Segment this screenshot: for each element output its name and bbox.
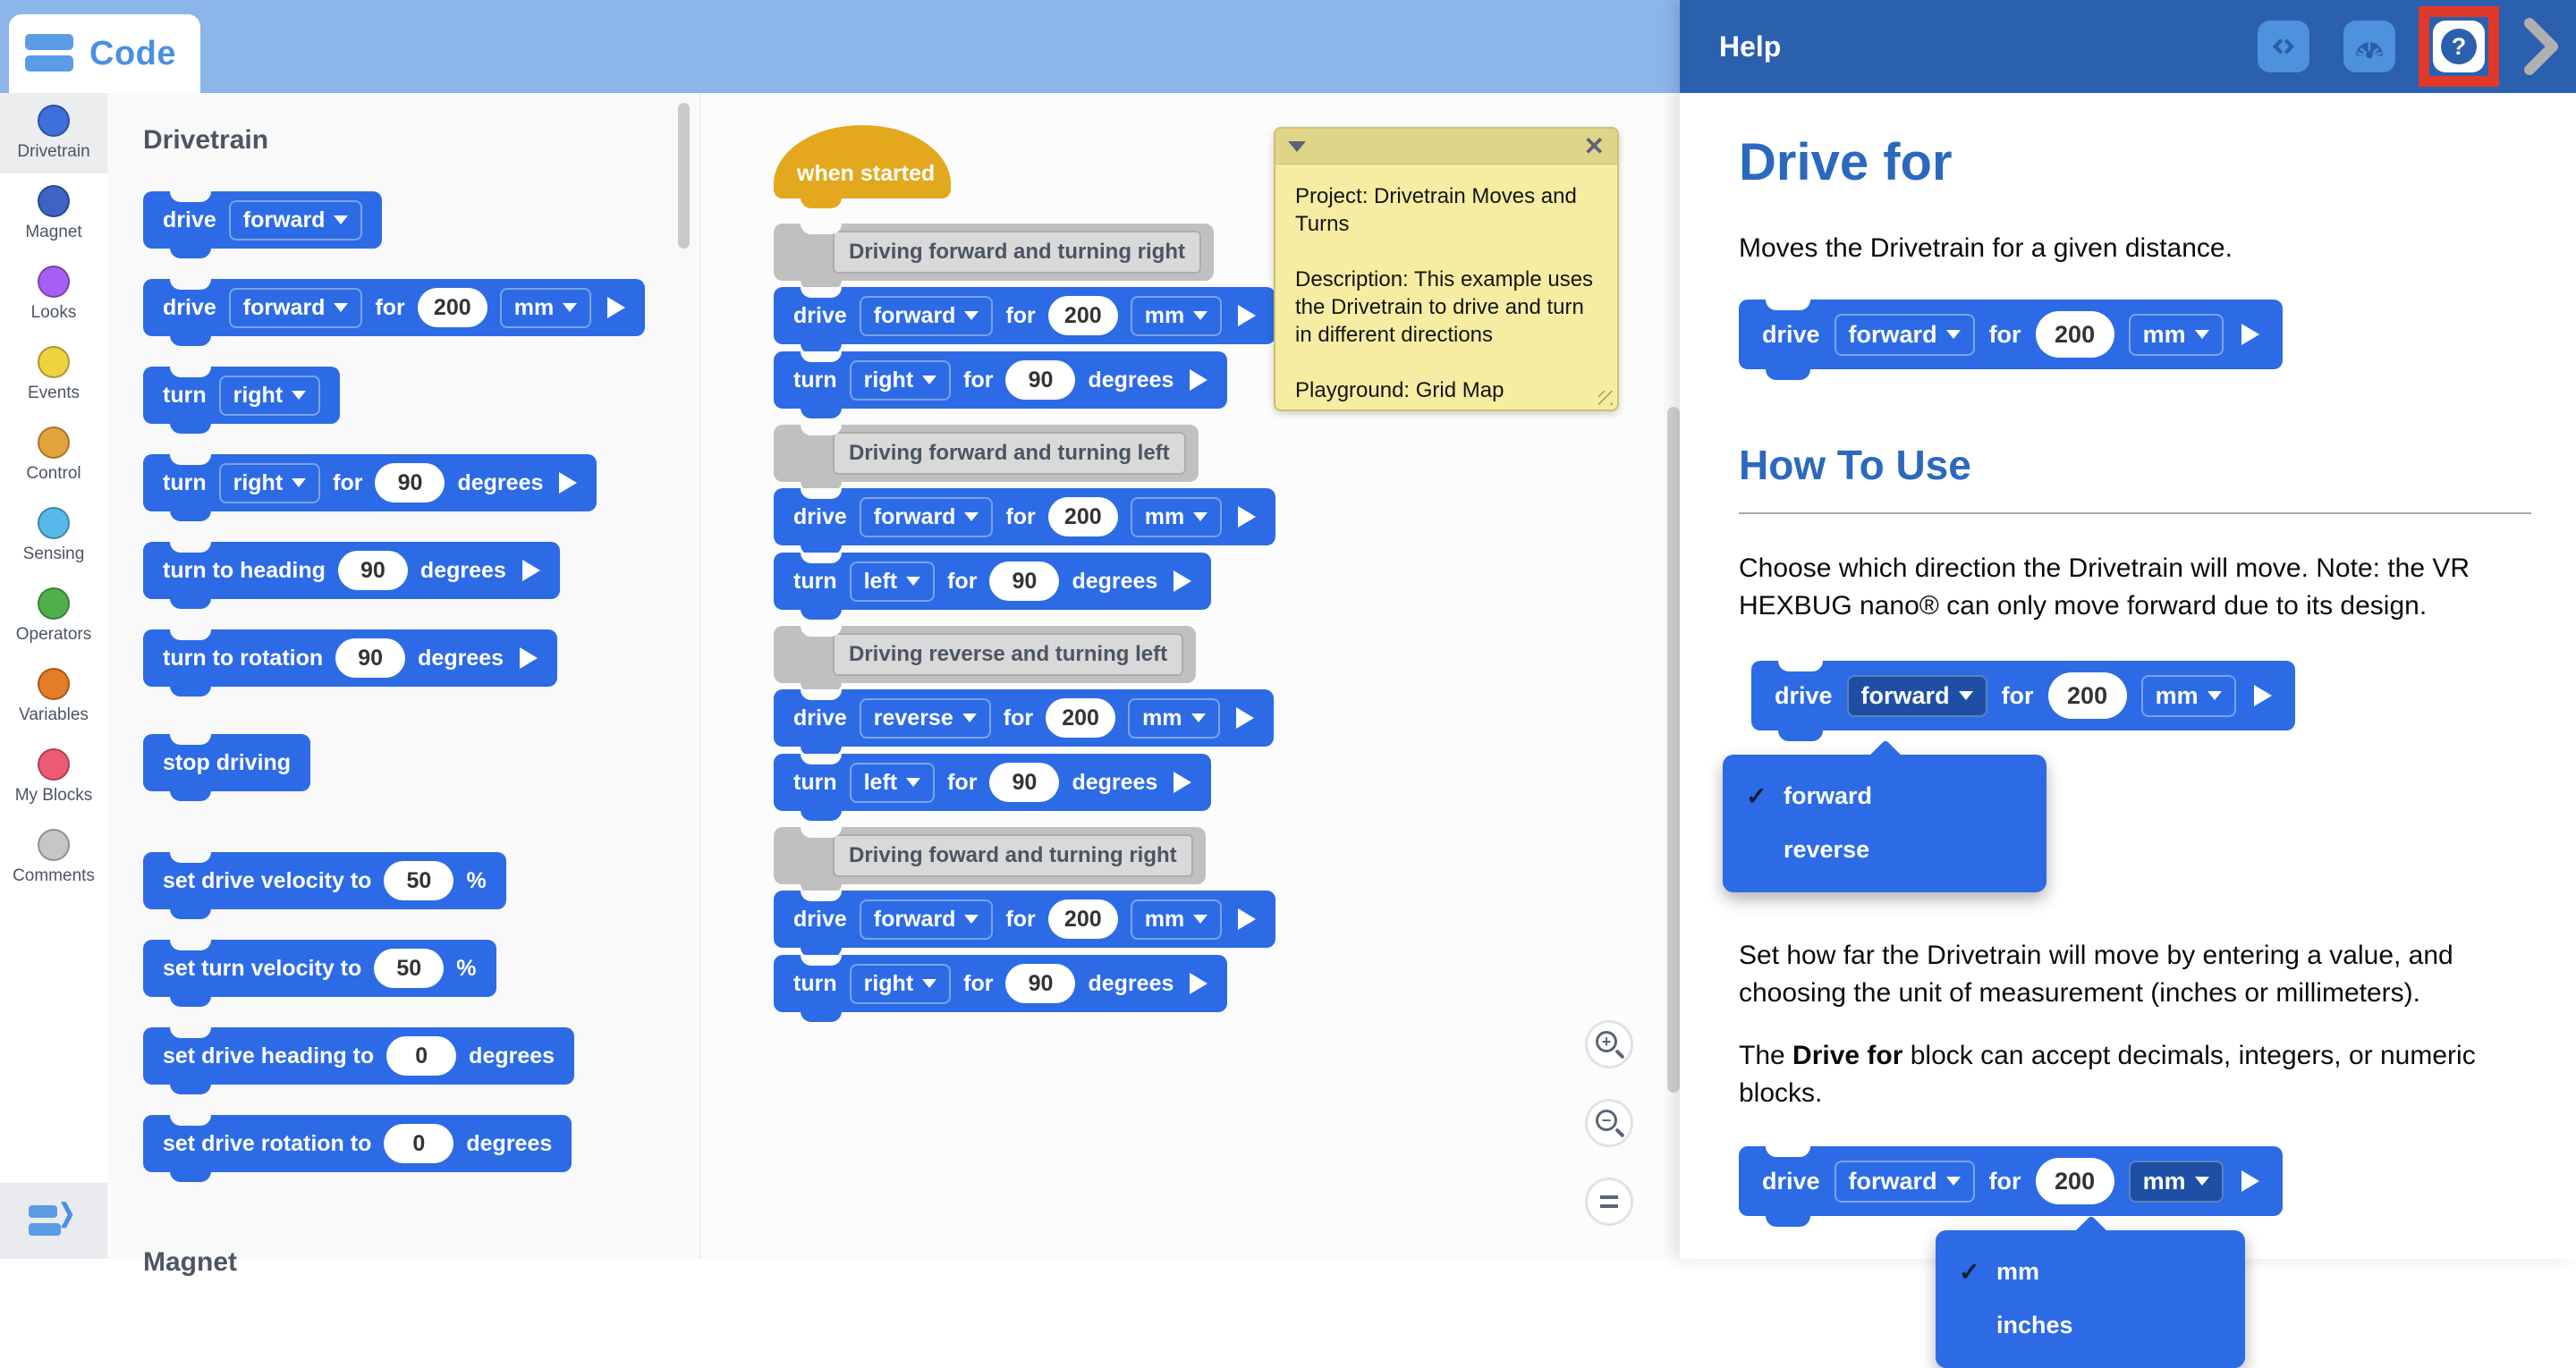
code-viewer-button[interactable]	[2258, 21, 2309, 72]
block-label: for	[963, 970, 994, 996]
palette-row	[143, 1115, 699, 1203]
run-arrow-icon[interactable]	[522, 560, 540, 581]
block-label: for	[2001, 681, 2034, 709]
dropdown-value: mm	[2155, 681, 2199, 709]
menu-item-label: mm	[1996, 1257, 2040, 1285]
help-example-block[interactable]	[1739, 1146, 2283, 1216]
palette-block[interactable]	[143, 1027, 574, 1085]
note-body	[1275, 165, 1617, 422]
dropdown-field-forward[interactable]	[860, 899, 994, 940]
dropdown-value: mm	[1144, 302, 1185, 328]
category-dot-icon	[38, 266, 70, 298]
block-label: drive	[163, 294, 216, 320]
palette-section-title: Drivetrain	[143, 125, 269, 155]
block-label: drive	[793, 705, 847, 730]
block-label: drive	[793, 503, 847, 529]
dropdown-value: mm	[1144, 503, 1185, 529]
article-intro: Moves the Drivetrain for a given distance.	[1739, 233, 2233, 263]
block-label: turn	[793, 970, 837, 996]
note-close-icon[interactable]: ✕	[1583, 131, 1605, 160]
number-input[interactable]: 200	[1048, 296, 1118, 335]
palette-block[interactable]	[143, 1115, 572, 1172]
block-label: degrees	[1088, 970, 1174, 996]
dropdown-value: forward	[1860, 681, 1950, 709]
palette-row	[143, 191, 699, 279]
chevron-down-icon	[2195, 330, 2209, 339]
block-label: for	[1988, 1167, 2021, 1195]
direction-paragraph: Choose which direction the Drivetrain will move. Note: the VR HEXBUG nano® can only move forward due to its design.	[1739, 553, 2470, 621]
chevron-right-icon	[2521, 18, 2560, 75]
block-label: degrees	[418, 645, 504, 671]
run-arrow-icon[interactable]	[1238, 305, 1256, 326]
block-label: drive	[1775, 681, 1833, 709]
block-label: degrees	[457, 469, 544, 495]
chevron-down-icon	[922, 376, 936, 384]
sidebar-item-label: My Blocks	[14, 786, 93, 805]
block-label: drive	[1762, 320, 1820, 348]
run-arrow-icon[interactable]	[1174, 570, 1191, 592]
dropdown-field-right[interactable]	[219, 376, 321, 416]
dropdown-value: mm	[2142, 1167, 2186, 1195]
category-dot-icon	[38, 587, 70, 620]
chevron-down-icon	[292, 391, 306, 400]
help-panel-title: Help	[1719, 30, 1782, 63]
dropdown-field-mm[interactable]	[2129, 314, 2224, 356]
number-input[interactable]: 90	[375, 463, 445, 502]
block-label: set turn velocity to	[163, 955, 362, 981]
chevron-down-icon	[1193, 512, 1208, 521]
chevron-down-icon	[2195, 1177, 2209, 1186]
chevron-down-icon	[964, 915, 979, 924]
dropdown-value: forward	[873, 302, 956, 328]
number-input[interactable]: 200	[418, 288, 487, 327]
category-dot-icon	[38, 668, 70, 700]
question-mark-icon: ?	[2441, 29, 2477, 64]
palette-row	[143, 279, 699, 367]
category-dot-icon	[38, 748, 70, 781]
chevron-down-icon	[1946, 1177, 1961, 1186]
block-palette	[107, 93, 699, 1277]
block-label: drive	[793, 302, 847, 328]
code-brackets-icon	[2267, 30, 2300, 63]
menu-item-forward[interactable]	[1723, 769, 2046, 823]
block-label: turn to rotation	[163, 645, 324, 671]
category-list	[0, 93, 107, 898]
chevron-down-icon	[906, 577, 920, 586]
stack-block[interactable]	[774, 689, 1274, 747]
comment-text: Driving forward and turning right	[833, 231, 1201, 274]
checkmark-icon: ✓	[1746, 781, 1767, 810]
palette-next-section-title: Magnet	[143, 1247, 237, 1277]
comment-block[interactable]	[774, 626, 1196, 683]
block-label: turn	[163, 382, 207, 408]
note-collapse-icon[interactable]	[1288, 141, 1306, 152]
sidebar-item-label: Drivetrain	[17, 142, 90, 161]
palette-row	[143, 852, 699, 940]
block-label: set drive velocity to	[163, 867, 372, 893]
menu-item-label: reverse	[1784, 835, 1870, 863]
sidebar-item-events[interactable]	[0, 334, 107, 415]
palette-block[interactable]	[143, 367, 340, 424]
number-input[interactable]: 90	[989, 562, 1059, 601]
chevron-down-icon	[292, 478, 306, 487]
zoom-reset-button[interactable]	[1585, 1178, 1633, 1226]
category-dot-icon	[38, 507, 70, 539]
palette-row	[143, 542, 699, 629]
comment-block[interactable]	[774, 224, 1214, 281]
block-label: degrees	[1072, 568, 1158, 594]
chevron-down-icon	[2207, 691, 2222, 700]
help-panel-header	[1680, 0, 2576, 93]
number-input[interactable]: 200	[1046, 698, 1115, 738]
dropdown-field-forward[interactable]	[1835, 1161, 1975, 1203]
how-to-use-heading: How To Use	[1739, 442, 1971, 488]
palette-block[interactable]	[143, 734, 310, 791]
sidebar-item-comments[interactable]	[0, 817, 107, 898]
run-arrow-icon[interactable]	[2254, 685, 2272, 706]
dropdown-field-left[interactable]	[850, 562, 936, 602]
number-input[interactable]: 0	[384, 1124, 453, 1163]
run-arrow-icon[interactable]	[1174, 772, 1191, 793]
help-article	[1680, 93, 2576, 1368]
menu-item-reverse[interactable]	[1723, 823, 2046, 876]
block-label: for	[947, 568, 978, 594]
sidebar-item-label: Variables	[19, 705, 89, 724]
run-arrow-icon[interactable]	[607, 297, 625, 318]
palette-row	[143, 629, 699, 717]
chevron-down-icon	[1946, 330, 1961, 339]
block-label: for	[1003, 705, 1034, 730]
sidebar-item-sensing[interactable]	[0, 495, 107, 576]
dropdown-field-mm[interactable]	[1131, 497, 1222, 537]
project-note[interactable]	[1274, 127, 1619, 411]
dropdown-field-reverse[interactable]	[860, 698, 991, 739]
zoom-in-button[interactable]	[1585, 1020, 1633, 1068]
category-dot-icon	[38, 426, 70, 459]
sidebar-item-label: Operators	[15, 625, 92, 644]
direction-dropdown-menu	[1723, 755, 2046, 892]
chevron-down-icon	[964, 512, 979, 521]
zoom-in-icon: +	[1596, 1031, 1623, 1058]
help-button-highlight	[2419, 6, 2499, 87]
palette-row	[143, 1027, 699, 1115]
blocks-collapse-icon: ❯	[29, 1203, 79, 1239]
canvas-scrollbar[interactable]	[1667, 407, 1680, 1093]
block-label: turn	[793, 568, 837, 594]
code-tab[interactable]	[9, 14, 200, 93]
run-arrow-icon[interactable]	[1238, 506, 1256, 528]
block-label: degrees	[419, 557, 506, 583]
dropdown-field-right[interactable]	[850, 360, 952, 401]
menu2-items	[1936, 1245, 2245, 1352]
dropdown-field-right[interactable]	[850, 964, 952, 1004]
dropdown-field-mm[interactable]	[1131, 899, 1222, 940]
article-title: Drive for	[1739, 133, 1953, 191]
comment-text: Driving foward and turning right	[833, 834, 1193, 877]
sidebar-item-operators[interactable]	[0, 576, 107, 656]
dropdown-field-forward[interactable]	[860, 296, 994, 336]
block-label: degrees	[1088, 367, 1174, 393]
dropdown-value: left	[863, 568, 898, 594]
palette-block[interactable]	[143, 279, 645, 336]
run-arrow-icon[interactable]	[1190, 369, 1208, 391]
distance-paragraph: Set how far the Drivetrain will move by entering a value, and choosing the unit of measurement (inches or millimeters).	[1739, 941, 2453, 1008]
comment-text: Driving reverse and turning left	[833, 633, 1183, 676]
chevron-down-icon	[1959, 691, 1973, 700]
number-input[interactable]: 50	[384, 861, 453, 900]
workspace-canvas[interactable]	[699, 93, 1680, 1259]
block-label: turn	[793, 367, 837, 393]
block-label: for	[333, 469, 363, 495]
number-input[interactable]: 90	[338, 551, 408, 590]
block-label: degrees	[469, 1043, 555, 1068]
number-input[interactable]: 200	[2036, 311, 2114, 358]
dropdown-value: forward	[242, 294, 326, 320]
number-input[interactable]: 90	[1005, 964, 1075, 1003]
checkmark-icon: ✓	[1959, 1257, 1980, 1286]
block-label: turn to heading	[163, 557, 326, 583]
palette-block[interactable]	[143, 542, 560, 599]
stack-block[interactable]	[774, 553, 1211, 610]
block-label: set drive rotation to	[163, 1130, 372, 1156]
menu-item-label: inches	[1996, 1311, 2073, 1338]
number-input[interactable]: 200	[1048, 899, 1118, 939]
block-label: for	[1005, 302, 1036, 328]
block-label: drive	[1762, 1167, 1820, 1195]
zoom-reset-icon	[1600, 1195, 1618, 1208]
dropdown-value: mm	[513, 294, 555, 320]
section-divider	[1739, 512, 2531, 514]
stack-block[interactable]	[774, 891, 1275, 948]
blocks-logo-icon	[25, 34, 75, 73]
number-input[interactable]: 90	[1005, 360, 1075, 400]
stack-block[interactable]	[774, 754, 1211, 811]
palette-row	[143, 367, 699, 454]
sidebar-item-drivetrain[interactable]	[0, 93, 107, 173]
help-example-block[interactable]	[1739, 300, 2283, 369]
dropdown-field-mm[interactable]	[2129, 1161, 2224, 1203]
dropdown-value: mm	[1144, 906, 1185, 932]
dropdown-value: forward	[873, 503, 956, 529]
chevron-down-icon	[1191, 714, 1206, 722]
chevron-down-icon	[906, 778, 920, 787]
comment-block[interactable]	[774, 425, 1199, 482]
menu-item-label: forward	[1784, 781, 1873, 809]
category-dot-icon	[38, 185, 70, 217]
run-arrow-icon[interactable]	[1238, 908, 1256, 930]
zoom-out-button[interactable]	[1585, 1099, 1633, 1147]
block-label: for	[1988, 320, 2021, 348]
dropdown-field-forward[interactable]	[1847, 675, 1987, 717]
number-input[interactable]: 200	[1048, 497, 1118, 536]
sidebar-item-magnet[interactable]	[0, 173, 107, 254]
chevron-down-icon	[1193, 311, 1208, 320]
run-arrow-icon[interactable]	[2241, 324, 2259, 345]
stack-rows	[774, 215, 1275, 1019]
dropdown-value: right	[233, 469, 284, 495]
block-label: for	[1005, 503, 1036, 529]
dropdown-field-mm[interactable]	[500, 288, 591, 328]
dropdown-value: forward	[1848, 1167, 1937, 1195]
note-header	[1275, 129, 1617, 165]
dashboard-button[interactable]	[2343, 21, 2395, 72]
run-arrow-icon[interactable]	[1236, 707, 1254, 729]
palette-scrollbar[interactable]	[678, 103, 690, 249]
dropdown-field-forward[interactable]	[860, 497, 994, 537]
stack-block[interactable]	[774, 488, 1275, 545]
dropdown-value: left	[863, 769, 898, 795]
dropdown-value: mm	[2142, 320, 2186, 348]
block-label: for	[1005, 906, 1036, 932]
dropdown-value: forward	[873, 906, 956, 932]
run-arrow-icon[interactable]	[1190, 973, 1208, 994]
block-label: drive	[793, 906, 847, 932]
help-panel	[1680, 0, 2576, 1338]
number-input[interactable]: 90	[989, 763, 1059, 802]
help-block-2-host	[1751, 661, 2531, 730]
block-label: turn	[793, 769, 837, 795]
code-tab-label: Code	[89, 34, 176, 72]
block-label: turn	[163, 469, 207, 495]
sidebar-item-label: Sensing	[22, 545, 85, 563]
sidebar-item-label: Control	[26, 464, 81, 483]
category-dot-icon	[38, 829, 70, 861]
sidebar-item-label: Comments	[13, 866, 95, 885]
dropdown-field-mm[interactable]	[2141, 675, 2236, 717]
dropdown-value: right	[863, 970, 914, 996]
block-label: degrees	[1072, 769, 1158, 795]
palette-row	[143, 734, 699, 822]
chevron-down-icon	[563, 303, 577, 312]
dropdown-field-forward[interactable]	[229, 288, 363, 328]
palette-block[interactable]	[143, 940, 496, 997]
palette-block[interactable]	[143, 191, 382, 249]
sidebar-item-variables[interactable]	[0, 656, 107, 737]
block-label: set drive heading to	[163, 1043, 375, 1068]
palette-toggle-button[interactable]	[0, 1183, 107, 1259]
menu1-items	[1723, 769, 2046, 876]
sidebar-item-label: Magnet	[25, 223, 82, 241]
dropdown-field-forward[interactable]	[229, 200, 363, 241]
note-line: Description: This example uses the Drivetrain to drive and turn in different directions	[1295, 267, 1594, 347]
dropdown-field-forward[interactable]	[1835, 314, 1975, 356]
stack-block[interactable]	[774, 287, 1275, 344]
run-arrow-icon[interactable]	[559, 472, 577, 494]
note-resize-handle[interactable]	[1598, 391, 1613, 405]
help-example-block[interactable]	[1751, 661, 2295, 730]
block-label: for	[947, 769, 978, 795]
number-input[interactable]: 0	[386, 1036, 456, 1076]
help-block-1-host	[1739, 300, 2531, 369]
stack-block[interactable]	[774, 955, 1227, 1012]
help-block-3-host	[1739, 1146, 2531, 1216]
dropdown-value: forward	[1848, 320, 1937, 348]
number-input[interactable]: 90	[335, 638, 405, 678]
menu-item-mm[interactable]	[1936, 1245, 2245, 1298]
zoom-out-icon: −	[1596, 1110, 1623, 1136]
app-header	[0, 0, 1680, 93]
chevron-down-icon	[334, 215, 348, 224]
dropdown-value: mm	[1142, 705, 1182, 730]
number-input[interactable]: 200	[2036, 1158, 2114, 1204]
block-label: for	[375, 294, 405, 320]
sidebar-item-looks[interactable]	[0, 254, 107, 334]
stack-block[interactable]	[774, 351, 1227, 409]
chevron-down-icon	[962, 714, 977, 722]
gauge-icon	[2352, 30, 2386, 63]
number-input[interactable]: 200	[2048, 672, 2127, 719]
number-input[interactable]: 50	[374, 949, 444, 988]
chevron-down-icon	[1193, 915, 1208, 924]
palette-block[interactable]	[143, 852, 506, 909]
help-button[interactable]	[2433, 21, 2485, 72]
dropdown-field-mm[interactable]	[1128, 698, 1219, 739]
block-label: %	[466, 867, 487, 893]
comment-text: Driving forward and turning left	[833, 432, 1186, 475]
chevron-down-icon	[334, 303, 348, 312]
palette-row	[143, 454, 699, 542]
dropdown-field-left[interactable]	[850, 763, 936, 803]
sidebar-item-label: Events	[27, 384, 80, 402]
accept-paragraph: The Drive for block can accept decimals, integers, or numeric blocks.	[1739, 1041, 2476, 1108]
dropdown-value: right	[233, 382, 284, 408]
dropdown-value: forward	[242, 207, 326, 232]
chevron-down-icon	[922, 979, 936, 988]
sidebar-item-label: Looks	[30, 303, 77, 322]
category-sidebar	[0, 93, 107, 1259]
note-line: Project: Drivetrain Moves and Turns	[1295, 184, 1577, 236]
run-arrow-icon[interactable]	[520, 647, 538, 669]
palette-row	[143, 940, 699, 1027]
menu-item-inches[interactable]	[1936, 1298, 2245, 1352]
palette-block[interactable]	[143, 454, 597, 511]
block-label: for	[963, 367, 994, 393]
dropdown-field-mm[interactable]	[1131, 296, 1222, 336]
program-stack	[774, 125, 1275, 1019]
category-dot-icon	[38, 105, 70, 137]
sidebar-item-control[interactable]	[0, 415, 107, 495]
block-label: stop driving	[163, 749, 292, 775]
hat-label: when started	[797, 161, 936, 186]
sidebar-item-my-blocks[interactable]	[0, 737, 107, 817]
dropdown-value: reverse	[873, 705, 953, 730]
panel-collapse-button[interactable]	[2521, 18, 2560, 75]
category-dot-icon	[38, 346, 70, 378]
dropdown-value: right	[863, 367, 914, 393]
chevron-down-icon	[964, 311, 979, 320]
when-started-hat-block[interactable]	[774, 125, 951, 198]
run-arrow-icon[interactable]	[2241, 1170, 2259, 1192]
palette-blocks	[143, 191, 699, 1203]
block-label: degrees	[466, 1130, 553, 1156]
dropdown-field-right[interactable]	[219, 463, 321, 503]
block-label: drive	[163, 207, 216, 232]
note-line: Playground: Grid Map	[1295, 378, 1504, 402]
block-label: %	[456, 955, 477, 981]
unit-dropdown-menu	[1936, 1230, 2245, 1368]
palette-block[interactable]	[143, 629, 557, 687]
comment-block[interactable]	[774, 827, 1206, 884]
